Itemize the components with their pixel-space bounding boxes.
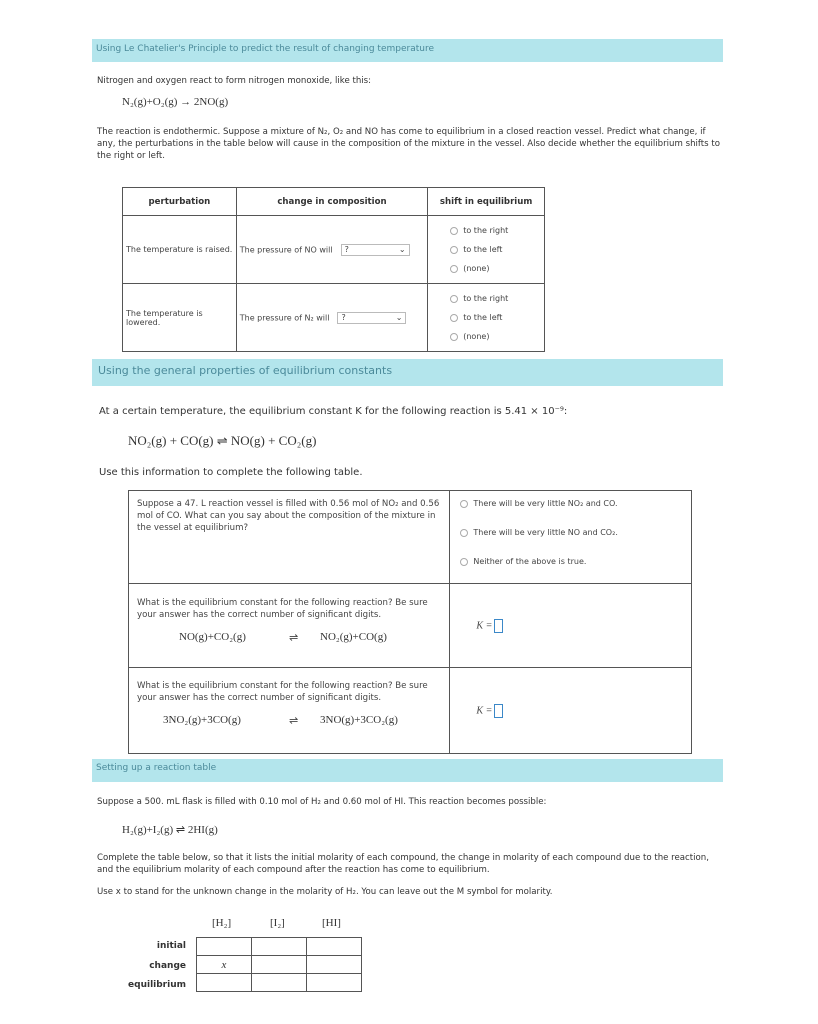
radio-circle-icon [450,246,458,254]
radio-circle-icon [460,529,468,537]
radio-label: to the right [463,226,509,235]
column-hi: [HI] [322,917,341,929]
radio-left-raised[interactable] [450,245,544,254]
equilibrium-h2-input[interactable] [197,974,252,992]
equilibrium-arrow-icon: ⇌ [289,714,299,727]
q2-right-side: NO₂(g)+CO(g) [320,631,387,643]
radio-label: (none) [463,264,490,273]
initial-h2-input[interactable] [197,938,252,956]
chevron-down-icon: ⌄ [395,312,403,322]
pressure-n2-select[interactable] [337,312,406,324]
chevron-down-icon: ⌄ [398,244,406,254]
radio-label: to the left [463,245,503,254]
radio-label: Neither of the above is true. [473,557,587,566]
intro-text: Nitrogen and oxygen react to form nitrogen monoxide, like this: [97,76,372,86]
shift-cell-raised [428,216,545,284]
q3-cell [129,668,450,754]
reaction-table-note: Use x to stand for the unknown change in the molarity of H₂. You can leave out the M symbol for molarity. [97,887,553,897]
k2-answer-input[interactable] [494,619,503,633]
change-cell-raised [236,216,427,284]
k2-label: K = [476,620,493,631]
radio-little-no-co2[interactable] [460,528,691,537]
initial-i2-input[interactable] [252,938,307,956]
header-change-in-composition: change in composition [236,188,427,216]
column-h2: [H₂] [212,917,232,929]
section-banner-le-chatelier: Using Le Chatelier's Principle to predict the result of changing temperature [92,39,723,62]
select-value: ? [344,244,349,254]
change-i2-input[interactable] [252,956,307,974]
reaction-table-paragraph: Complete the table below, so that it lists the initial molarity of each compound, the change in molarity of each compound due to the reaction, and the equilibrium molarity of each compound after the reaction has come to equilibrium. [97,853,709,875]
shift-cell-lowered [428,284,545,352]
header-shift-in-equilibrium: shift in equilibrium [428,188,545,216]
section-banner-equilibrium-constants: Using the general properties of equilibrium constants [92,359,723,386]
reaction-paragraph: The reaction is endothermic. Suppose a mixture of N₂, O₂ and NO has come to equilibrium in a closed reaction vessel. Predict what change, if any, the perturbations in the table below will cause in the composition of the mixture in the vessel. Also decide whether the equilibrium shifts to the right or left. [97,127,720,161]
k3-cell [450,668,692,754]
equilibrium-i2-input[interactable] [252,974,307,992]
radio-right-raised[interactable] [450,226,544,235]
q3-text: What is the equilibrium constant for the following reaction? Be sure your answer has the correct number of significant digits. [137,681,428,703]
radio-label: to the right [463,294,509,303]
q1-options-cell [450,491,692,584]
column-i2: [I₂] [270,917,285,929]
equilibrium-hi-input[interactable] [307,974,362,992]
radio-circle-icon [450,333,458,341]
k3-label: K = [476,705,493,716]
k-reaction-equation: NO₂(g) + CO(g) ⇌ NO(g) + CO₂(g) [128,433,317,448]
pressure-no-select[interactable] [341,244,410,256]
radio-left-lowered[interactable] [450,313,544,322]
perturbation-raised: The temperature is raised. [123,216,237,284]
radio-circle-icon [450,295,458,303]
q2-text: What is the equilibrium constant for the following reaction? Be sure your answer has the correct number of significant digits. [137,598,428,620]
q1-cell [129,491,450,584]
radio-little-no2-co[interactable] [460,499,691,508]
change-h2-cell: x [197,956,252,974]
q3-right-side: 3NO(g)+3CO₂(g) [320,714,398,726]
radio-right-lowered[interactable] [450,294,544,303]
radio-circle-icon [450,314,458,322]
reaction-equation: N₂(g)+O₂(g) → 2NO(g) [122,96,229,108]
q3-left-side: 3NO₂(g)+3CO(g) [163,714,241,726]
perturbation-lowered: The temperature is lowered. [123,284,237,352]
change-label-raised: The pressure of NO will [239,245,333,254]
row-label-change: change [149,961,186,971]
radio-circle-icon [450,227,458,235]
k3-answer-input[interactable] [494,704,503,718]
radio-circle-icon [460,558,468,566]
initial-hi-input[interactable] [307,938,362,956]
section-banner-reaction-table: Setting up a reaction table [92,759,723,782]
k-instruction: Use this information to complete the following table. [99,467,363,478]
select-value: ? [341,312,346,322]
q2-cell [129,584,450,668]
change-label-lowered: The pressure of N₂ will [239,313,330,322]
row-label-equilibrium: equilibrium [128,980,186,990]
radio-circle-icon [450,265,458,273]
change-hi-input[interactable] [307,956,362,974]
radio-none-lowered[interactable] [450,332,544,341]
radio-label: (none) [463,332,490,341]
header-perturbation: perturbation [123,188,237,216]
row-label-initial: initial [156,941,186,951]
equilibrium-arrow-icon: ⇌ [289,631,299,644]
perturbation-table [122,187,545,352]
change-cell-lowered [236,284,427,352]
hi-reaction-equation: H₂(g)+I₂(g) ⇌ 2HI(g) [122,824,218,836]
radio-label: to the left [463,313,503,322]
flask-intro-text: Suppose a 500. mL flask is filled with 0.10 mol of H₂ and 0.60 mol of HI. This reaction becomes possible: [97,797,547,807]
k2-cell [450,584,692,668]
ice-table [196,937,362,992]
k-intro-text: At a certain temperature, the equilibrium constant K for the following reaction is 5.41 × 10⁻⁹: [99,406,568,417]
radio-none-raised[interactable] [450,264,544,273]
radio-label: There will be very little NO and CO₂. [473,528,618,537]
radio-label: There will be very little NO₂ and CO. [473,499,618,508]
radio-circle-icon [460,500,468,508]
radio-neither[interactable] [460,557,691,566]
q1-text: Suppose a 47. L reaction vessel is filled with 0.56 mol of NO₂ and 0.56 mol of CO. What can you say about the composition of the mixture in the vessel at equilibrium? [137,499,440,533]
equilibrium-constant-table [128,490,692,754]
q2-left-side: NO(g)+CO₂(g) [179,631,246,643]
